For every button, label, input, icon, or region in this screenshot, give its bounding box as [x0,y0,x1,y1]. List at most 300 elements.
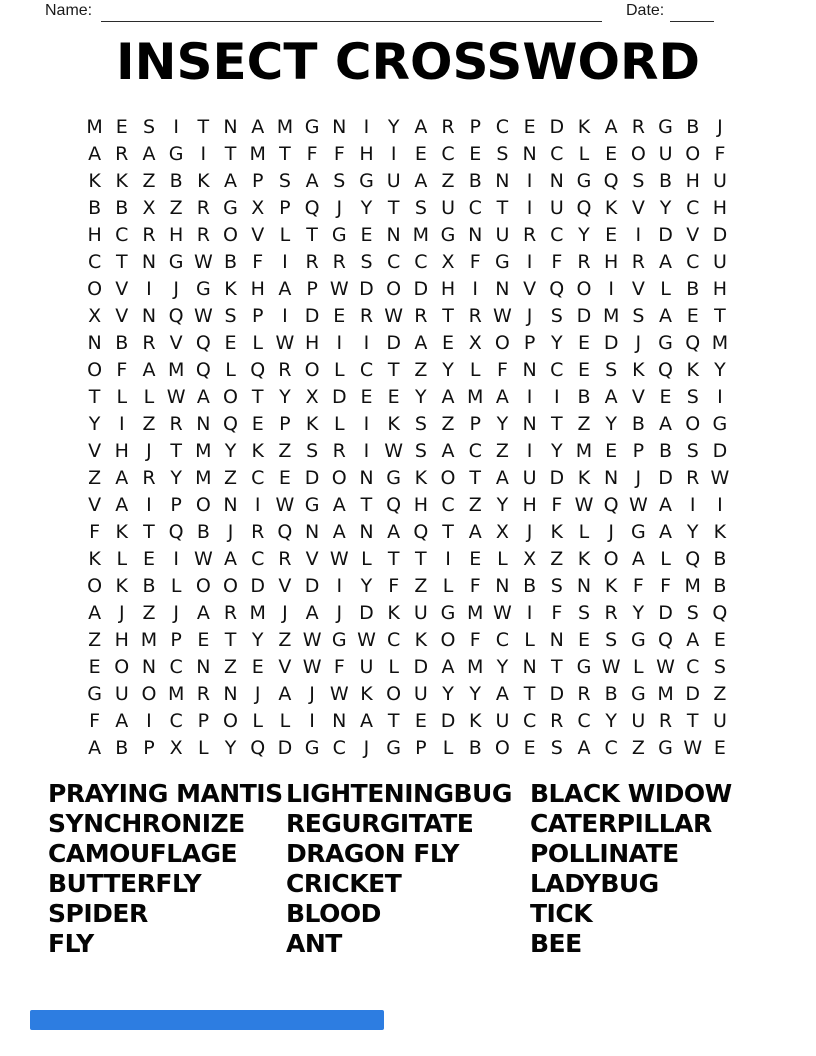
grid-cell: C [359,358,374,381]
grid-cell: D [549,682,565,705]
grid-cell: Q [195,331,211,354]
grid-cell: Y [88,412,101,435]
grid-cell: N [604,466,619,489]
grid-cell: I [282,250,288,273]
word-bank-item: SYNCHRONIZE [48,809,245,838]
grid-cell: I [526,169,533,192]
grid-cell: J [635,466,642,489]
grid-cell: E [251,412,264,435]
grid-cell: S [605,358,618,381]
grid-cell: Z [278,628,292,651]
grid-cell: Z [468,493,482,516]
grid-cell: O [494,736,510,759]
grid-cell: Q [658,358,674,381]
grid-cell: A [88,142,102,165]
grid-cell: H [250,277,265,300]
grid-cell: A [115,466,129,489]
grid-cell: Z [441,412,455,435]
grid-cell: I [118,412,125,435]
grid-cell: N [196,655,211,678]
grid-cell: R [359,304,374,327]
grid-cell: Z [142,412,156,435]
grid-cell: A [414,115,428,138]
grid-cell: O [223,223,239,246]
grid-cell: P [170,493,182,516]
grid-cell: Q [304,196,320,219]
grid-cell: Y [550,331,563,354]
grid-cell: Y [496,412,509,435]
grid-cell: A [659,304,673,327]
grid-cell: I [526,250,533,273]
grid-cell: K [577,547,591,570]
grid-cell: I [472,277,479,300]
grid-cell: X [495,520,509,543]
grid-cell: U [712,250,727,273]
word-bank-item: PRAYING MANTIS [48,779,283,808]
grid-cell: R [196,682,210,705]
grid-cell: I [200,142,207,165]
grid-cell: Z [142,169,156,192]
grid-cell: N [223,493,238,516]
grid-cell: T [279,142,291,165]
grid-cell: R [522,223,537,246]
grid-cell: H [440,277,456,300]
grid-cell: C [468,439,482,462]
grid-cell: Q [386,493,402,516]
grid-cell: U [549,196,564,219]
grid-cell: A [305,601,319,624]
grid-cell: A [414,169,428,192]
grid-cell: A [604,385,618,408]
grid-cell: O [223,709,239,732]
grid-cell: W [601,655,621,678]
grid-cell: F [306,142,318,165]
grid-cell: H [413,493,428,516]
grid-cell: I [526,439,533,462]
grid-cell: L [442,574,454,597]
grid-cell: L [252,331,264,354]
grid-cell: U [495,223,510,246]
grid-cell: Y [415,385,427,408]
grid-cell: S [713,655,726,678]
grid-cell: A [441,655,455,678]
grid-cell: G [630,520,646,543]
grid-cell: I [146,493,152,516]
grid-cell: G [576,169,592,192]
grid-cell: G [576,655,592,678]
date-label: Date: [626,2,665,19]
grid-cell: T [442,520,454,543]
grid-cell: E [333,304,346,327]
grid-cell: N [522,142,537,165]
grid-cell: G [658,736,673,759]
grid-cell: P [523,331,536,354]
grid-cell: O [141,682,157,705]
grid-cell: A [115,493,129,516]
grid-cell: R [115,142,129,165]
grid-cell: A [659,493,673,516]
grid-cell: U [114,682,129,705]
grid-cell: Y [469,682,482,705]
word-bank-item: POLLINATE [530,839,679,868]
grid-cell: H [604,250,619,273]
grid-cell: D [304,466,320,489]
grid-cell: L [116,385,128,408]
grid-cell: U [386,169,401,192]
grid-cell: O [87,574,103,597]
grid-cell: A [115,709,129,732]
grid-cell: O [685,142,701,165]
grid-cell: P [251,169,264,192]
grid-cell: L [225,358,236,381]
grid-cell: R [332,250,346,273]
grid-cell: M [657,682,674,705]
grid-cell: Y [496,655,509,678]
grid-cell: W [193,250,213,273]
grid-cell: I [309,709,315,732]
grid-cell: L [361,547,372,570]
grid-cell: W [493,304,512,327]
grid-cell: J [526,304,533,327]
grid-cell: D [549,115,565,138]
grid-cell: K [360,682,373,705]
grid-cell: W [329,682,349,705]
grid-cell: W [357,628,376,651]
grid-cell: J [608,520,614,543]
grid-cell: F [632,574,644,597]
grid-cell: E [686,304,699,327]
grid-cell: A [495,385,509,408]
grid-cell: D [277,736,293,759]
puzzle-title: INSECT CROSSWORD [116,33,700,91]
grid-cell: A [196,601,210,624]
grid-cell: T [550,412,563,435]
grid-cell: A [577,736,591,759]
grid-cell: T [387,709,400,732]
grid-cell: E [278,466,291,489]
grid-cell: R [332,439,346,462]
grid-cell: K [414,466,428,489]
grid-cell: S [686,439,699,462]
grid-cell: I [689,493,696,516]
grid-cell: D [712,439,728,462]
grid-cell: G [304,115,320,138]
grid-cell: L [279,709,291,732]
grid-cell: P [279,196,291,219]
grid-cell: O [685,412,701,435]
grid-cell: U [495,709,510,732]
grid-cell: K [115,169,129,192]
grid-cell: K [686,358,699,381]
grid-cell: M [249,601,266,624]
grid-cell: D [603,331,619,354]
grid-cell: R [550,709,564,732]
grid-cell: Z [278,439,292,462]
grid-cell: J [635,331,642,354]
grid-cell: D [359,277,374,300]
grid-cell: M [167,682,185,705]
grid-cell: G [195,277,211,300]
grid-cell: N [359,520,374,543]
grid-cell: B [631,412,645,435]
grid-cell: Y [251,628,264,651]
grid-cell: D [576,304,592,327]
grid-cell: Y [224,736,237,759]
grid-cell: Y [605,709,617,732]
grid-cell: G [331,223,347,246]
grid-cell: V [169,331,183,354]
grid-cell: L [279,223,291,246]
grid-cell: T [251,385,264,408]
grid-cell: W [384,304,404,327]
grid-cell: R [658,709,673,732]
grid-cell: G [359,169,374,192]
grid-cell: S [414,196,427,219]
grid-cell: J [309,682,315,705]
grid-cell: J [717,115,723,138]
grid-cell: X [251,196,265,219]
grid-cell: H [712,196,728,219]
grid-cell: E [577,358,590,381]
grid-cell: A [631,547,645,570]
grid-cell: J [254,682,261,705]
grid-cell: I [526,385,533,408]
grid-cell: L [388,655,399,678]
grid-cell: B [196,520,210,543]
grid-cell: L [660,547,671,570]
word-bank [48,779,732,959]
grid-cell: F [333,655,345,678]
grid-cell: J [173,277,179,300]
grid-cell: D [440,709,456,732]
grid-cell: M [140,628,158,651]
grid-cell: I [254,493,261,516]
grid-cell: J [173,601,179,624]
grid-cell: E [577,331,590,354]
grid-cell: S [496,142,509,165]
grid-cell: O [223,385,239,408]
grid-cell: R [142,331,156,354]
grid-cell: V [115,304,129,327]
grid-cell: F [469,628,481,651]
grid-cell: Y [686,520,699,543]
grid-cell: A [224,547,238,570]
grid-cell: C [387,250,401,273]
grid-cell: I [146,277,152,300]
grid-cell: N [223,682,238,705]
grid-cell: Q [195,358,211,381]
grid-cell: M [412,223,430,246]
word-bank-item: CRICKET [286,869,402,898]
grid-cell: I [173,547,179,570]
grid-cell: Y [659,196,672,219]
grid-cell: I [608,277,614,300]
grid-cell: W [329,547,349,570]
grid-cell: S [550,736,563,759]
grid-cell: F [89,520,101,543]
grid-cell: K [577,466,591,489]
grid-cell: V [305,547,319,570]
grid-cell: D [304,304,320,327]
grid-cell: B [224,250,238,273]
grid-cell: N [522,655,537,678]
grid-cell: W [656,655,675,678]
grid-cell: D [549,466,565,489]
grid-cell: D [413,277,429,300]
grid-cell: K [387,601,400,624]
grid-cell: Y [605,412,617,435]
grid-cell: X [169,736,183,759]
grid-cell: F [469,574,481,597]
grid-cell: C [495,115,510,138]
grid-cell: G [87,682,102,705]
grid-cell: U [658,142,673,165]
grid-cell: K [224,277,237,300]
grid-cell: Z [88,466,102,489]
grid-cell: F [496,358,508,381]
grid-cell: O [576,277,592,300]
word-bank-item: BEE [530,929,582,958]
grid-cell: F [551,601,563,624]
grid-cell: K [88,169,101,192]
grid-cell: D [359,601,374,624]
grid-cell: K [577,115,591,138]
grid-cell: M [249,142,266,165]
grid-cell: K [305,412,319,435]
grid-cell: E [523,115,536,138]
grid-cell: C [414,250,428,273]
grid-cell: N [549,169,564,192]
grid-cell: R [278,547,292,570]
grid-cell: I [635,223,642,246]
grid-cell: X [523,547,537,570]
grid-cell: R [196,196,210,219]
grid-cell: S [577,601,590,624]
grid-cell: W [574,493,594,516]
grid-cell: A [659,412,673,435]
grid-cell: T [224,142,237,165]
grid-cell: V [278,574,292,597]
grid-cell: X [88,304,102,327]
grid-cell: Z [550,547,564,570]
grid-cell: V [278,655,292,678]
grid-cell: S [550,304,563,327]
grid-cell: B [88,196,102,219]
grid-cell: N [141,655,157,678]
grid-cell: K [632,358,645,381]
grid-cell: C [577,709,591,732]
grid-cell: C [115,223,129,246]
grid-cell: L [497,547,508,570]
grid-cell: M [602,304,620,327]
grid-cell: W [302,628,322,651]
grid-cell: T [442,304,454,327]
grid-cell: W [193,304,213,327]
date-blank-line [670,21,714,22]
grid-cell: K [713,520,727,543]
grid-cell: A [387,520,401,543]
grid-cell: T [306,223,318,246]
grid-cell: N [332,115,347,138]
grid-cell: L [170,574,182,597]
grid-cell: E [414,142,427,165]
word-bank-item: LADYBUG [530,869,659,898]
grid-cell: Z [414,358,428,381]
grid-cell: B [713,547,727,570]
grid-cell: R [631,115,645,138]
grid-cell: B [659,169,673,192]
grid-cell: P [251,304,264,327]
grid-cell: S [686,601,699,624]
grid-cell: G [304,736,320,759]
grid-cell: P [415,736,427,759]
grid-cell: A [88,601,102,624]
grid-cell: L [469,358,481,381]
grid-cell: I [390,142,397,165]
grid-cell: K [604,574,618,597]
grid-cell: S [360,250,373,273]
grid-cell: W [710,466,730,489]
grid-cell: N [549,628,564,651]
grid-cell: Q [277,520,293,543]
grid-cell: P [469,115,481,138]
grid-cell: A [686,628,700,651]
grid-cell: V [115,277,129,300]
grid-cell: P [143,736,155,759]
grid-cell: U [413,601,428,624]
grid-cell: C [550,223,564,246]
grid-cell: L [442,736,454,759]
grid-cell: J [336,196,343,219]
word-bank-item: TICK [530,899,593,928]
grid-cell: B [468,169,482,192]
grid-cell: J [526,520,533,543]
grid-cell: W [493,601,512,624]
grid-cell: Y [578,223,590,246]
grid-cell: Q [603,169,619,192]
grid-cell: F [551,493,563,516]
grid-cell: A [441,439,455,462]
grid-cell: N [468,223,483,246]
grid-cell: R [142,466,156,489]
word-bank-item: REGURGITATE [286,809,474,838]
grid-cell: N [141,304,157,327]
grid-cell: B [115,196,129,219]
grid-cell: J [118,601,125,624]
grid-cell: E [88,655,101,678]
grid-cell: O [440,466,456,489]
grid-cell: E [577,628,590,651]
grid-cell: I [336,331,343,354]
grid-cell: T [88,385,101,408]
grid-cell: I [363,331,370,354]
grid-cell: E [523,736,536,759]
grid-cell: L [578,142,590,165]
grid-cell: I [526,601,533,624]
grid-cell: R [305,250,319,273]
grid-cell: D [658,466,673,489]
grid-cell: M [195,439,212,462]
grid-cell: D [413,655,429,678]
grid-cell: P [197,709,210,732]
grid-cell: N [359,466,374,489]
grid-cell: T [469,466,482,489]
grid-cell: R [577,682,591,705]
grid-cell: S [142,115,155,138]
grid-cell: G [386,736,402,759]
grid-cell: Z [713,682,727,705]
grid-cell: E [142,547,155,570]
